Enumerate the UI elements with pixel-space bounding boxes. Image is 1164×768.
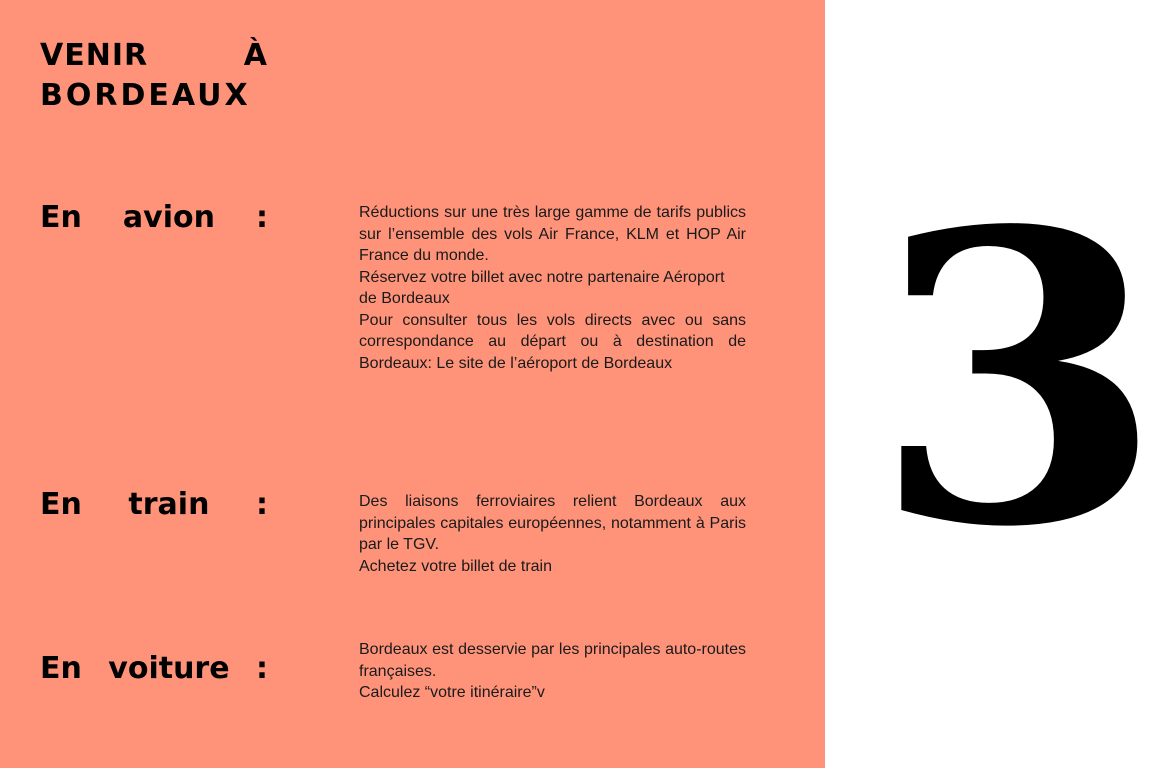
avion-paragraph-1: Réductions sur une très large gamme de tarifs publics sur l’ensemble des vols Air France, KLM et HOP Air France du monde.	[359, 204, 746, 264]
heading-voiture-colon: :	[256, 651, 268, 686]
heading-train-word-train: train	[128, 487, 210, 522]
heading-voiture-word-en: En	[40, 651, 82, 686]
heading-avion-colon: :	[255, 200, 268, 235]
section-voiture-text	[359, 639, 746, 704]
avion-paragraph-2[interactable]: Réservez votre billet avec notre partenaire Aéroport de Bordeaux	[359, 268, 725, 307]
section-train-text	[359, 491, 746, 577]
title-word-venir: VENIR	[40, 38, 149, 73]
title-line-2	[40, 76, 268, 116]
title-word-a: À	[243, 38, 268, 73]
heading-avion-word-avion: avion	[122, 200, 215, 235]
title-line-1	[40, 36, 268, 76]
page-number: 3	[872, 145, 1164, 615]
heading-avion	[40, 200, 268, 236]
page-title	[40, 36, 268, 116]
section-avion-text	[359, 202, 746, 374]
voiture-paragraph-1: Bordeaux est desservie par les principales auto-routes françaises.	[359, 641, 746, 680]
heading-train	[40, 487, 268, 523]
train-paragraph-2[interactable]: Achetez votre billet de train	[359, 557, 552, 575]
heading-avion-word-en: En	[40, 200, 82, 235]
heading-voiture-word-voiture: voiture	[108, 651, 230, 686]
voiture-paragraph-2[interactable]: Calculez “votre itinéraire”v	[359, 684, 545, 701]
title-word-bordeaux: BORDEAUX	[40, 78, 251, 113]
train-paragraph-1: Des liaisons ferroviaires relient Bordeaux aux principales capitales européennes, notamment à Paris par le TGV.	[359, 493, 746, 553]
heading-train-word-en: En	[40, 487, 82, 522]
heading-voiture	[40, 651, 268, 687]
avion-paragraph-3[interactable]: Pour consulter tous les vols directs avec ou sans correspondance au départ ou à destination de Bordeaux: Le site de l’aéroport de Bordeaux	[359, 311, 746, 372]
heading-train-colon: :	[255, 487, 268, 522]
